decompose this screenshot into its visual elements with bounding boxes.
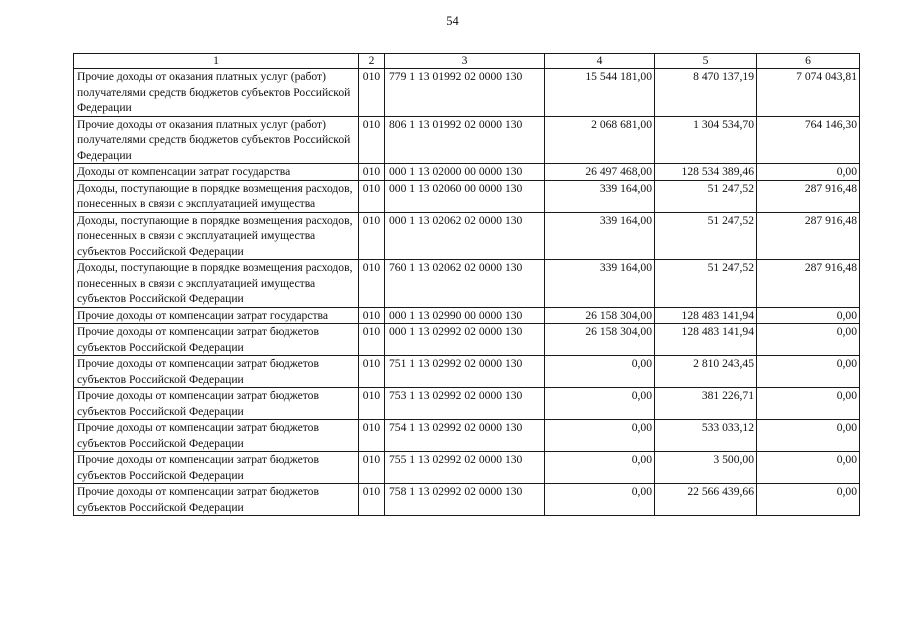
column-header: 1: [74, 54, 359, 69]
revenue-name-cell: Прочие доходы от компенсации затрат государства: [74, 307, 359, 324]
header-row: [74, 54, 860, 69]
value-col5-cell: 381 226,71: [655, 388, 757, 420]
value-col4-cell: 26 158 304,00: [545, 324, 655, 356]
value-col4-cell: 339 164,00: [545, 260, 655, 308]
revenue-name-cell: Прочие доходы от компенсации затрат бюджетов субъектов Российской Федерации: [74, 452, 359, 484]
budget-code-cell: 000 1 13 02990 00 0000 130: [385, 307, 545, 324]
budget-code-cell: 000 1 13 02992 02 0000 130: [385, 324, 545, 356]
table-row: [74, 420, 860, 452]
value-col4-cell: 0,00: [545, 420, 655, 452]
line-code-cell: 010: [359, 388, 385, 420]
table-row: [74, 212, 860, 260]
value-col4-cell: 0,00: [545, 484, 655, 516]
revenue-name-cell: Прочие доходы от компенсации затрат бюджетов субъектов Российской Федерации: [74, 420, 359, 452]
value-col5-cell: 22 566 439,66: [655, 484, 757, 516]
table-row: [74, 324, 860, 356]
value-col4-cell: 0,00: [545, 388, 655, 420]
value-col5-cell: 51 247,52: [655, 212, 757, 260]
revenue-name-cell: Доходы, поступающие в порядке возмещения расходов, понесенных в связи с эксплуатацией имущества субъектов Российской Федерации: [74, 212, 359, 260]
value-col4-cell: 26 158 304,00: [545, 307, 655, 324]
column-header: 5: [655, 54, 757, 69]
table-row: [74, 69, 860, 117]
line-code-cell: 010: [359, 324, 385, 356]
table-row: [74, 116, 860, 164]
value-col6-cell: 0,00: [757, 164, 860, 181]
value-col6-cell: 0,00: [757, 324, 860, 356]
budget-code-cell: 753 1 13 02992 02 0000 130: [385, 388, 545, 420]
value-col6-cell: 0,00: [757, 420, 860, 452]
revenue-name-cell: Прочие доходы от компенсации затрат бюджетов субъектов Российской Федерации: [74, 324, 359, 356]
value-col5-cell: 533 033,12: [655, 420, 757, 452]
budget-code-cell: 754 1 13 02992 02 0000 130: [385, 420, 545, 452]
value-col4-cell: 26 497 468,00: [545, 164, 655, 181]
line-code-cell: 010: [359, 260, 385, 308]
value-col4-cell: 339 164,00: [545, 212, 655, 260]
column-header: 3: [385, 54, 545, 69]
value-col4-cell: 15 544 181,00: [545, 69, 655, 117]
table-row: [74, 164, 860, 181]
value-col5-cell: 2 810 243,45: [655, 356, 757, 388]
line-code-cell: 010: [359, 420, 385, 452]
revenue-name-cell: Прочие доходы от компенсации затрат бюджетов субъектов Российской Федерации: [74, 484, 359, 516]
table-row: [74, 260, 860, 308]
value-col5-cell: 128 534 389,46: [655, 164, 757, 181]
line-code-cell: 010: [359, 164, 385, 181]
budget-code-cell: 758 1 13 02992 02 0000 130: [385, 484, 545, 516]
revenue-name-cell: Доходы, поступающие в порядке возмещения расходов, понесенных в связи с эксплуатацией имущества: [74, 180, 359, 212]
line-code-cell: 010: [359, 180, 385, 212]
budget-code-cell: 000 1 13 02062 02 0000 130: [385, 212, 545, 260]
value-col5-cell: 8 470 137,19: [655, 69, 757, 117]
line-code-cell: 010: [359, 69, 385, 117]
column-header: 4: [545, 54, 655, 69]
revenue-name-cell: Доходы от компенсации затрат государства: [74, 164, 359, 181]
value-col4-cell: 0,00: [545, 356, 655, 388]
revenue-name-cell: Прочие доходы от компенсации затрат бюджетов субъектов Российской Федерации: [74, 388, 359, 420]
line-code-cell: 010: [359, 212, 385, 260]
value-col5-cell: 51 247,52: [655, 260, 757, 308]
table-row: [74, 356, 860, 388]
page-number: 54: [446, 14, 459, 28]
value-col6-cell: 0,00: [757, 452, 860, 484]
line-code-cell: 010: [359, 307, 385, 324]
table-row: [74, 484, 860, 516]
value-col6-cell: 287 916,48: [757, 212, 860, 260]
revenue-name-cell: Прочие доходы от оказания платных услуг (работ) получателями средств бюджетов субъектов Российской Федерации: [74, 69, 359, 117]
value-col5-cell: 128 483 141,94: [655, 307, 757, 324]
budget-code-cell: 751 1 13 02992 02 0000 130: [385, 356, 545, 388]
budget-code-cell: 760 1 13 02062 02 0000 130: [385, 260, 545, 308]
budget-code-cell: 779 1 13 01992 02 0000 130: [385, 69, 545, 117]
value-col6-cell: 287 916,48: [757, 260, 860, 308]
table-row: [74, 388, 860, 420]
column-header: 2: [359, 54, 385, 69]
budget-code-cell: 806 1 13 01992 02 0000 130: [385, 116, 545, 164]
line-code-cell: 010: [359, 452, 385, 484]
value-col6-cell: 0,00: [757, 356, 860, 388]
value-col4-cell: 339 164,00: [545, 180, 655, 212]
revenue-table: [73, 53, 860, 516]
value-col5-cell: 51 247,52: [655, 180, 757, 212]
line-code-cell: 010: [359, 116, 385, 164]
budget-code-cell: 000 1 13 02060 00 0000 130: [385, 180, 545, 212]
value-col6-cell: 0,00: [757, 388, 860, 420]
value-col5-cell: 1 304 534,70: [655, 116, 757, 164]
value-col5-cell: 3 500,00: [655, 452, 757, 484]
value-col6-cell: 7 074 043,81: [757, 69, 860, 117]
budget-code-cell: 755 1 13 02992 02 0000 130: [385, 452, 545, 484]
value-col6-cell: 287 916,48: [757, 180, 860, 212]
line-code-cell: 010: [359, 356, 385, 388]
table-row: [74, 180, 860, 212]
value-col6-cell: 0,00: [757, 484, 860, 516]
revenue-name-cell: Прочие доходы от компенсации затрат бюджетов субъектов Российской Федерации: [74, 356, 359, 388]
line-code-cell: 010: [359, 484, 385, 516]
column-header: 6: [757, 54, 860, 69]
budget-code-cell: 000 1 13 02000 00 0000 130: [385, 164, 545, 181]
value-col4-cell: 0,00: [545, 452, 655, 484]
table-row: [74, 452, 860, 484]
table-row: [74, 307, 860, 324]
value-col6-cell: 764 146,30: [757, 116, 860, 164]
value-col4-cell: 2 068 681,00: [545, 116, 655, 164]
revenue-name-cell: Доходы, поступающие в порядке возмещения расходов, понесенных в связи с эксплуатацией имущества субъектов Российской Федерации: [74, 260, 359, 308]
value-col6-cell: 0,00: [757, 307, 860, 324]
value-col5-cell: 128 483 141,94: [655, 324, 757, 356]
revenue-name-cell: Прочие доходы от оказания платных услуг (работ) получателями средств бюджетов субъектов Российской Федерации: [74, 116, 359, 164]
